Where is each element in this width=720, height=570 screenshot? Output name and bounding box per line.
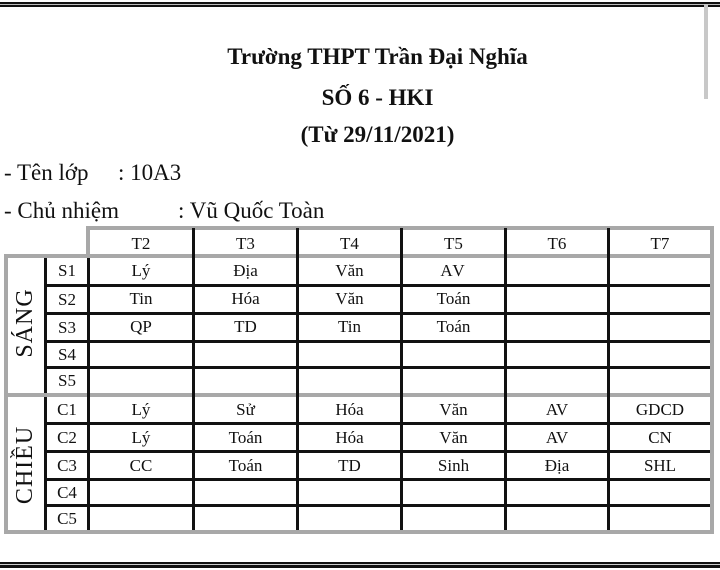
slot-label: S5: [58, 371, 76, 390]
teacher-info-row: [4, 198, 324, 224]
class-info-row: [4, 160, 181, 186]
subject-cell: Toán: [228, 456, 263, 475]
slot-label: C4: [57, 483, 77, 502]
session-label-morning: SÁNG: [12, 288, 38, 358]
subject-cell: Văn: [335, 289, 364, 308]
day-header-t4: T4: [340, 234, 359, 253]
subject-cell: Địa: [233, 261, 258, 280]
subject-cell: CN: [648, 428, 672, 447]
subject-cell: Hóa: [335, 428, 364, 447]
subject-cell: Văn: [439, 400, 468, 419]
subject-cell: Văn: [439, 428, 468, 447]
subject-cell: Lý: [131, 261, 151, 280]
class-label: - Tên lớp: [4, 160, 89, 185]
subject-cell: QP: [130, 317, 152, 336]
subject-cell: TD: [234, 317, 257, 336]
subject-cell: Tin: [129, 289, 153, 308]
grid-vline: [607, 228, 610, 530]
slot-label: S3: [58, 318, 76, 337]
grid-hline: [44, 504, 710, 507]
grid-hline: [44, 340, 710, 343]
grid-hline: [44, 366, 710, 369]
grid-vline: [504, 228, 507, 530]
subject-cell: Hóa: [335, 400, 364, 419]
slot-label: S1: [58, 261, 76, 280]
day-header-t2: T2: [131, 234, 151, 253]
subject-cell: Sử: [236, 400, 255, 419]
day-header-t6: T6: [547, 234, 567, 253]
subject-cell: TD: [338, 456, 361, 475]
teacher-value: : Vũ Quốc Toàn: [178, 198, 325, 223]
subject-cell: Lý: [131, 428, 151, 447]
top-border-rule: [0, 2, 720, 7]
slot-label: S4: [58, 345, 76, 364]
bottom-border-rule: [0, 562, 720, 568]
subject-cell: Địa: [544, 456, 570, 475]
subject-cell: Lý: [131, 400, 151, 419]
subject-cell: CC: [129, 456, 153, 475]
day-header-t5: T5: [444, 234, 463, 253]
subject-cell: GDCD: [635, 400, 685, 419]
school-title: Trường THPT Trần Đại Nghĩa: [227, 44, 528, 69]
table-right-border: [710, 226, 714, 534]
class-value: : 10A3: [118, 160, 182, 185]
schedule-number: SỐ 6 - HKI: [321, 85, 434, 110]
slot-label: C2: [57, 428, 77, 447]
subject-cell: Toán: [228, 428, 263, 447]
subject-cell: SHL: [643, 456, 677, 475]
subject-cell: Toán: [436, 289, 471, 308]
subject-cell: AV: [545, 428, 569, 447]
slot-label: C5: [57, 509, 77, 528]
table-bottom-border: [4, 530, 714, 534]
day-header-t3: T3: [236, 234, 255, 253]
teacher-label: - Chủ nhiệm: [4, 198, 119, 223]
subject-cell: AV: [440, 261, 467, 280]
effective-date: (Từ 29/11/2021): [300, 122, 455, 147]
subject-cell: Tin: [337, 317, 361, 336]
subject-cell: AV: [545, 400, 569, 419]
slot-label: C1: [57, 400, 77, 419]
slot-label: C3: [57, 456, 77, 475]
subject-cell: Văn: [335, 261, 364, 280]
subject-cell: Hóa: [231, 289, 260, 308]
subject-cell: Sinh: [437, 456, 470, 475]
session-label-afternoon: CHIỀU: [12, 425, 38, 505]
day-header-t7: T7: [650, 234, 670, 253]
slot-label: S2: [58, 290, 76, 309]
subject-cell: Toán: [436, 317, 471, 336]
